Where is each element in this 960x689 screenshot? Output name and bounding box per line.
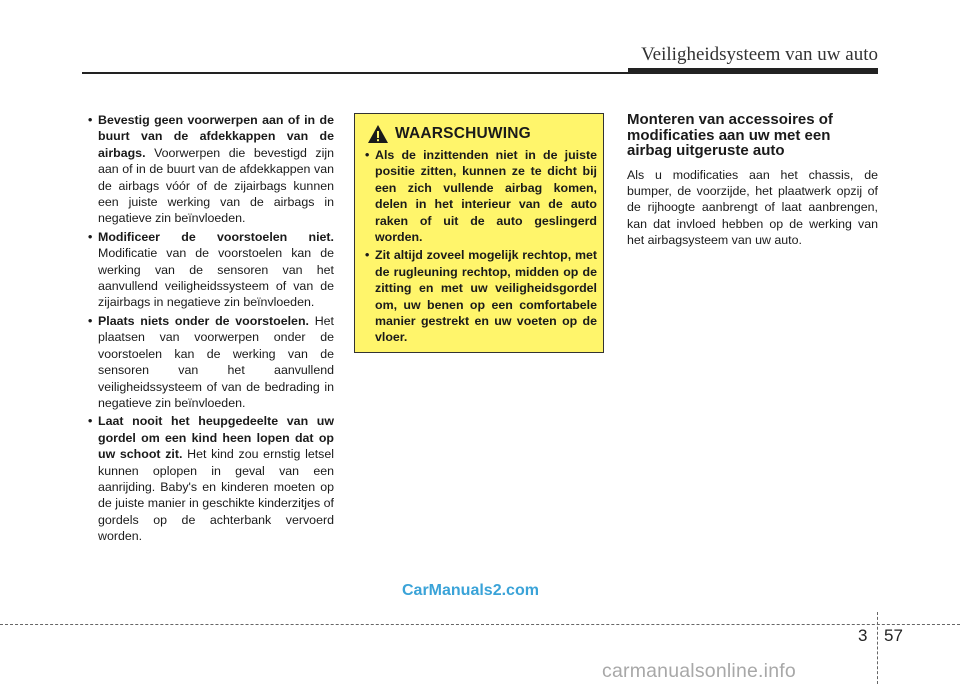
warning-title: WAARSCHUWING: [395, 125, 531, 142]
warning-text: Zit altijd zoveel mogelijk rechtop, met de rugleuning rechtop, midden op de zitting en met uw veiligheidsgordel om, uw benen op een comfortabele manier gestrekt en uw voeten op de vloer.: [375, 248, 597, 345]
item-text: Modificatie van de voorstoelen kan de werking van de sensoren van het aanvullend veiligheidssysteem of van de zijairbags in negatieve zin beïnvloeden.: [98, 246, 334, 310]
warning-list: [365, 147, 597, 348]
watermark-link[interactable]: CarManuals2.com: [402, 582, 539, 599]
list-item: [88, 413, 334, 544]
page-number: 57: [884, 626, 903, 645]
chapter-number: 3: [858, 626, 868, 645]
bullet: •: [365, 148, 370, 162]
header-title: Veiligheidsysteem van uw auto: [641, 44, 878, 65]
warning-box: [354, 113, 604, 353]
left-column: [88, 112, 334, 547]
item-heading: Plaats niets onder de voorstoelen.: [98, 313, 309, 328]
bullet: •: [88, 113, 93, 127]
warning-item: [365, 147, 597, 245]
warning-item: [365, 247, 597, 345]
list-item: [88, 313, 334, 411]
warning-text: Als de inzittenden niet in de juiste positie zitten, kunnen ze te dicht bij een zich vullende airbag komen, delen in het interieur van de auto raken of uit de auto geslingerd worden.: [375, 148, 597, 245]
footer-site-link[interactable]: carmanualsonline.info: [602, 660, 796, 682]
list-item: [88, 229, 334, 311]
header-rule-accent: [628, 68, 878, 74]
item-heading: Modificeer de voorstoelen niet.: [98, 229, 334, 244]
bullet: •: [88, 229, 93, 244]
bullet: •: [88, 313, 93, 328]
item-heading: Laat nooit het heupgedeelte van uw gordel om een kind heen lopen dat op uw schoot zit.: [98, 414, 334, 462]
item-text: Voorwerpen die bevestigd zijn aan of in de buurt van de afdekkappen van de airbags vóór of de zijairbags kunnen een juiste werking van de airbags in negatieve zin beïnvloeden.: [98, 145, 334, 226]
right-column: [627, 112, 878, 249]
list-item: [88, 112, 334, 227]
item-text: Het plaatsen van voorwerpen onder de voorstoelen kan de werking van de sensoren van het aanvullend veiligheidssysteem of van de bedrading in negatieve zin beïnvloeden.: [98, 313, 334, 410]
item-text: Het kind zou ernstig letsel kunnen oplopen in geval van een aanrijding. Baby's en kinderen moeten op de juiste manier in geschikte kinderzitjes of gordels op de achterbank vervoerd worden.: [98, 447, 334, 544]
warning-triangle-icon: [367, 124, 389, 144]
item-heading: Bevestig geen voorwerpen aan of in de buurt van de afdekkappen van de airbags.: [98, 113, 334, 160]
precaution-list: [88, 112, 334, 545]
header-rule: [82, 72, 628, 74]
section-body: Als u modificaties aan het chassis, de bumper, de voorzijde, het plaatwerk opzij of de rijhoogte aanbrengt of laat aanbrengen, kan dat invloed hebben op de werking van het airbagsysteem van uw auto.: [627, 167, 878, 248]
page-divider: [877, 612, 878, 684]
footer-rule: [0, 624, 960, 625]
bullet: •: [88, 414, 93, 429]
warning-header: [367, 124, 531, 144]
bullet: •: [365, 248, 370, 263]
section-title: Monteren van accessoires of modificaties aan uw met een airbag uitgeruste auto: [627, 111, 833, 159]
